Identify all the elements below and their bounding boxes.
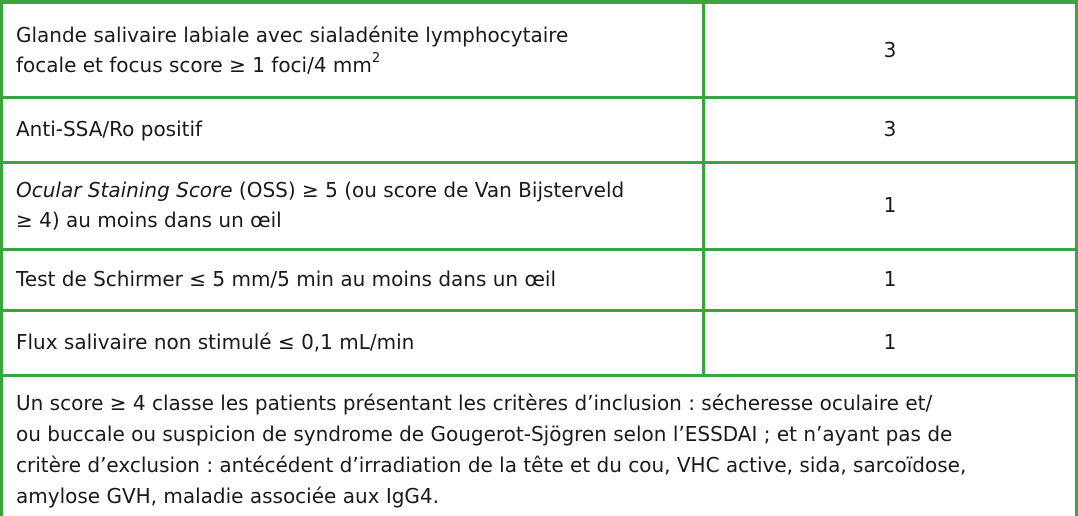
score-cell: 3 <box>883 38 897 62</box>
footnote-line: critère d’exclusion : antécédent d’irradiation de la tête et du cou, VHC active, sida, sarcoïdose, <box>16 453 967 477</box>
superscript: 2 <box>371 51 381 67</box>
criterion-cell <box>3 161 705 248</box>
score-cell: 1 <box>883 192 897 217</box>
footnote-line: Un score ≥ 4 classe les patients présentant les critères d’inclusion : sécheresse oculaire et/ <box>16 391 933 415</box>
table-row <box>3 309 1075 377</box>
footnote-line: ou buccale ou suspicion de syndrome de Gougerot-Sjögren selon l’ESSDAI ; et n’ayant pas de <box>16 422 953 446</box>
criterion-cell <box>3 4 705 96</box>
criterion-text-part: focale et focus score ≥ 1 foci/4 mm <box>16 53 372 77</box>
criterion-text: Test de Schirmer ≤ 5 mm/5 min au moins dans un œil <box>16 266 557 291</box>
table-row <box>3 4 1075 99</box>
classification-footnote <box>3 374 1075 512</box>
score-cell: 3 <box>883 116 897 141</box>
score-cell: 1 <box>883 329 897 354</box>
score-cell: 1 <box>883 266 897 291</box>
criterion-text: Anti-SSA/Ro positif <box>16 116 203 141</box>
footnote-line: amylose GVH, maladie associée aux IgG4. <box>16 484 439 508</box>
criterion-text: ≥ 4) au moins dans un œil <box>16 207 282 232</box>
criterion-text <box>16 50 702 80</box>
criterion-text: Flux salivaire non stimulé ≤ 0,1 mL/min <box>16 329 415 354</box>
table-row <box>3 248 1075 312</box>
table-row <box>3 161 1075 251</box>
criterion-text <box>16 175 702 205</box>
criterion-italic-text: Ocular Staining Score <box>16 177 233 202</box>
criterion-cell <box>3 309 705 374</box>
criterion-cell <box>3 248 705 309</box>
criterion-text-part: (OSS) ≥ 5 (ou score de Van Bijsterveld <box>232 177 625 202</box>
criterion-text: Glande salivaire labiale avec sialadénite lymphocytaire <box>16 23 569 47</box>
table-row <box>3 96 1075 164</box>
criterion-cell <box>3 96 705 161</box>
